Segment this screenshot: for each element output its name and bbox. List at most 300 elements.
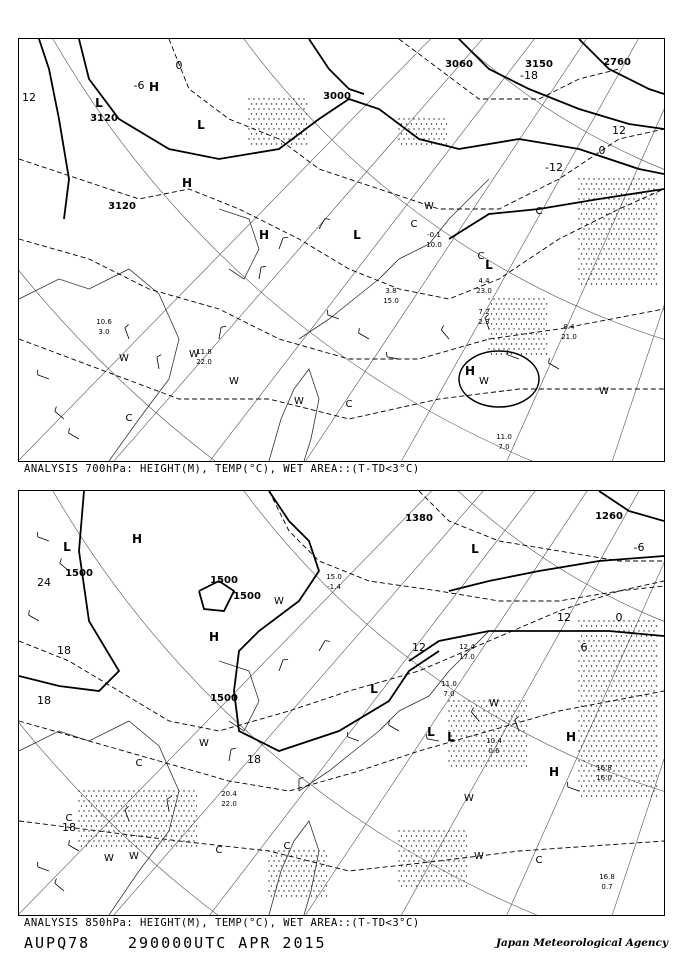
wet-area-dot — [586, 635, 587, 636]
wet-area-dot — [586, 735, 587, 736]
wet-area-dot — [308, 870, 309, 871]
wet-area-dot — [656, 775, 657, 776]
wet-area-dot — [603, 680, 604, 681]
wet-area-dot — [621, 675, 622, 676]
wet-area-dot — [656, 645, 657, 646]
wet-area-dot — [458, 710, 459, 711]
wet-area-dot — [513, 760, 514, 761]
wet-area-dot — [463, 740, 464, 741]
wet-area-dot — [643, 690, 644, 691]
wet-area-dot — [523, 730, 524, 731]
wet-area-dot — [581, 263, 582, 264]
wet-area-dot — [186, 835, 187, 836]
wind-barb-flag — [157, 355, 161, 358]
wet-area-dot — [626, 183, 627, 184]
wet-area-dot — [176, 815, 177, 816]
wet-area-dot — [423, 840, 424, 841]
wet-area-dot — [641, 223, 642, 224]
wet-area-dot — [476, 715, 477, 716]
wet-area-dot — [93, 800, 94, 801]
wet-area-dot — [628, 700, 629, 701]
wet-area-dot — [298, 890, 299, 891]
wet-area-dot — [296, 865, 297, 866]
wet-area-dot — [446, 875, 447, 876]
wet-area-dot — [608, 740, 609, 741]
wet-area-dot — [648, 770, 649, 771]
wet-area-dot — [81, 835, 82, 836]
wet-area-dot — [511, 705, 512, 706]
wet-area-dot — [508, 328, 509, 329]
wet-area-dot — [271, 895, 272, 896]
wet-area-dot — [541, 343, 542, 344]
wet-area-dot — [603, 740, 604, 741]
wet-area-dot — [616, 755, 617, 756]
wet-area-dot — [633, 630, 634, 631]
wet-area-dot — [581, 625, 582, 626]
wet-area-dot — [648, 188, 649, 189]
wet-area-dot — [326, 875, 327, 876]
wet-area-dot — [83, 790, 84, 791]
wet-area-dot — [591, 695, 592, 696]
wet-area-dot — [546, 343, 547, 344]
station-value: 7.0 — [443, 690, 455, 698]
wet-area-dot — [636, 745, 637, 746]
wet-area-dot — [591, 263, 592, 264]
wet-area-dot — [141, 825, 142, 826]
wet-area-dot — [581, 795, 582, 796]
wet-area-dot — [103, 820, 104, 821]
wind-barb-flag — [125, 324, 129, 327]
wet-area-dot — [418, 840, 419, 841]
wet-area-dot — [88, 820, 89, 821]
wet-area-dot — [628, 680, 629, 681]
wet-area-dot — [616, 775, 617, 776]
wet-area-dot — [436, 123, 437, 124]
wet-area-dot — [503, 760, 504, 761]
wet-area-dot — [521, 755, 522, 756]
wet-area-dot — [601, 725, 602, 726]
wet-area-dot — [531, 313, 532, 314]
wet-area-dot — [126, 825, 127, 826]
wet-area-dot — [623, 208, 624, 209]
wet-area-dot — [578, 178, 579, 179]
chart-850hpa — [18, 490, 665, 916]
wet-area-dot — [611, 785, 612, 786]
wet-area-dot — [498, 298, 499, 299]
wet-area-dot — [616, 273, 617, 274]
wet-area-dot — [413, 138, 414, 139]
wet-area-dot — [451, 725, 452, 726]
wet-area-dot — [618, 780, 619, 781]
wet-area-dot — [593, 218, 594, 219]
wet-area-dot — [311, 865, 312, 866]
wet-area-dot — [608, 620, 609, 621]
wet-area-dot — [631, 223, 632, 224]
wet-area-dot — [263, 108, 264, 109]
wet-area-dot — [141, 795, 142, 796]
wet-area-dot — [298, 870, 299, 871]
wet-area-dot — [468, 720, 469, 721]
wet-area-dot — [426, 835, 427, 836]
wind-barb — [125, 810, 129, 821]
wet-area-dot — [601, 625, 602, 626]
wet-area-dot — [463, 850, 464, 851]
wet-area-dot — [123, 830, 124, 831]
wet-area-dot — [596, 273, 597, 274]
wet-area-dot — [443, 840, 444, 841]
wet-area-dot — [408, 830, 409, 831]
wet-area-dot — [626, 785, 627, 786]
wet-area-dot — [626, 725, 627, 726]
wet-area-dot — [448, 860, 449, 861]
wet-area-dot — [498, 338, 499, 339]
wet-area-dot — [493, 710, 494, 711]
wet-area-dot — [481, 705, 482, 706]
wet-area-dot — [136, 795, 137, 796]
wet-area-dot — [646, 775, 647, 776]
wet-area-dot — [281, 855, 282, 856]
wet-area-dot — [511, 725, 512, 726]
height-label: 1500 — [65, 568, 93, 579]
wet-area-dot — [633, 178, 634, 179]
wet-area-dot — [601, 645, 602, 646]
wet-area-dot — [276, 875, 277, 876]
wet-area-dot — [143, 800, 144, 801]
wet-area-dot — [633, 238, 634, 239]
wet-area-dot — [458, 730, 459, 731]
wet-area-dot — [623, 258, 624, 259]
wet-area-dot — [651, 243, 652, 244]
wet-area-dot — [301, 123, 302, 124]
wet-area-dot — [501, 745, 502, 746]
wet-area-dot — [628, 730, 629, 731]
wet-area-dot — [196, 825, 197, 826]
wet-area-dot — [601, 635, 602, 636]
wet-area-dot — [513, 318, 514, 319]
wet-area-dot — [148, 840, 149, 841]
wet-area-dot — [503, 700, 504, 701]
wet-area-dot — [626, 675, 627, 676]
wet-area-dot — [166, 795, 167, 796]
chart-id: AUPQ78 — [24, 934, 91, 952]
wet-area-dot — [91, 825, 92, 826]
wet-area-dot — [636, 785, 637, 786]
wet-area-dot — [611, 725, 612, 726]
wet-area-dot — [601, 243, 602, 244]
wet-area-dot — [158, 830, 159, 831]
wet-area-dot — [511, 755, 512, 756]
wet-area-dot — [608, 268, 609, 269]
wet-area-dot — [643, 630, 644, 631]
wet-area-dot — [301, 103, 302, 104]
wet-area-dot — [171, 825, 172, 826]
wet-area-dot — [506, 755, 507, 756]
wet-area-dot — [526, 755, 527, 756]
wet-area-dot — [636, 625, 637, 626]
parallel-line — [19, 491, 664, 915]
wet-area-dot — [608, 690, 609, 691]
wet-area-dot — [401, 133, 402, 134]
wind-barb — [549, 363, 559, 369]
wet-area-dot — [613, 720, 614, 721]
wet-area-dot — [288, 138, 289, 139]
wet-area-dot — [506, 735, 507, 736]
wet-area-dot — [498, 760, 499, 761]
height-label: 1500 — [210, 575, 238, 586]
wet-area-dot — [623, 780, 624, 781]
wet-area-dot — [603, 660, 604, 661]
wet-area-dot — [653, 620, 654, 621]
wet-area-dot — [648, 630, 649, 631]
wet-area-dot — [641, 675, 642, 676]
wet-area-dot — [616, 223, 617, 224]
wet-area-dot — [501, 333, 502, 334]
wet-area-dot — [628, 238, 629, 239]
wet-area-dot — [316, 885, 317, 886]
wet-area-dot — [413, 118, 414, 119]
wet-area-dot — [611, 253, 612, 254]
wet-area-dot — [621, 665, 622, 666]
wet-area-dot — [488, 720, 489, 721]
wet-area-dot — [583, 228, 584, 229]
wet-area-dot — [598, 188, 599, 189]
wet-area-dot — [583, 660, 584, 661]
wet-area-dot — [621, 795, 622, 796]
wet-area-dot — [403, 850, 404, 851]
wet-area-dot — [398, 128, 399, 129]
wet-area-dot — [586, 675, 587, 676]
wet-area-dot — [273, 850, 274, 851]
wet-area-dot — [601, 795, 602, 796]
wet-area-dot — [596, 665, 597, 666]
wet-area-dot — [638, 710, 639, 711]
wet-area-dot — [506, 353, 507, 354]
wet-area-dot — [591, 273, 592, 274]
wet-area-dot — [466, 735, 467, 736]
wet-area-dot — [178, 790, 179, 791]
wet-area-dot — [93, 840, 94, 841]
wet-area-dot — [648, 710, 649, 711]
wet-area-dot — [611, 273, 612, 274]
wet-area-dot — [596, 193, 597, 194]
wet-area-dot — [193, 820, 194, 821]
wet-area-dot — [316, 895, 317, 896]
wet-area-dot — [421, 875, 422, 876]
wet-area-dot — [653, 730, 654, 731]
wet-area-dot — [626, 755, 627, 756]
wet-area-dot — [426, 123, 427, 124]
wet-area-dot — [118, 800, 119, 801]
wet-area-dot — [436, 875, 437, 876]
wet-area-dot — [638, 630, 639, 631]
wet-area-dot — [423, 850, 424, 851]
wet-area-dot — [581, 675, 582, 676]
wet-area-dot — [471, 735, 472, 736]
wet-area-dot — [653, 750, 654, 751]
wet-area-dot — [546, 323, 547, 324]
wet-area-dot — [398, 840, 399, 841]
wet-area-dot — [598, 670, 599, 671]
wet-area-dot — [633, 650, 634, 651]
wet-area-dot — [633, 198, 634, 199]
wet-area-dot — [601, 203, 602, 204]
wet-area-dot — [91, 795, 92, 796]
wet-area-dot — [518, 740, 519, 741]
wet-area-dot — [486, 715, 487, 716]
wet-area-dot — [411, 865, 412, 866]
wet-area-dot — [296, 103, 297, 104]
wet-area-dot — [588, 730, 589, 731]
wet-area-dot — [156, 835, 157, 836]
wet-area-dot — [593, 208, 594, 209]
wet-area-dot — [633, 670, 634, 671]
wet-area-dot — [601, 695, 602, 696]
wet-area-dot — [123, 800, 124, 801]
wind-barb — [279, 238, 283, 249]
wet-area-dot — [491, 303, 492, 304]
wet-area-dot — [273, 108, 274, 109]
wet-area-dot — [418, 850, 419, 851]
wet-area-dot — [648, 208, 649, 209]
wet-area-dot — [608, 228, 609, 229]
wet-area-dot — [611, 745, 612, 746]
wet-area-dot — [586, 193, 587, 194]
wet-area-dot — [601, 273, 602, 274]
wet-area-dot — [156, 825, 157, 826]
wet-area-dot — [641, 755, 642, 756]
wet-area-dot — [598, 268, 599, 269]
wet-area-dot — [131, 845, 132, 846]
wet-area-dot — [638, 790, 639, 791]
wet-area-dot — [636, 705, 637, 706]
wet-area-dot — [268, 98, 269, 99]
wet-area-dot — [538, 318, 539, 319]
wet-area-dot — [621, 183, 622, 184]
wet-area-dot — [593, 790, 594, 791]
wet-area-dot — [618, 770, 619, 771]
wet-area-dot — [613, 780, 614, 781]
wet-area-dot — [96, 815, 97, 816]
isotherm-line — [19, 239, 664, 359]
wet-area-dot — [508, 720, 509, 721]
wet-area-dot — [443, 880, 444, 881]
wet-area-dot — [621, 715, 622, 716]
wet-area-dot — [636, 645, 637, 646]
wet-area-dot — [656, 243, 657, 244]
wet-area-dot — [591, 253, 592, 254]
wet-area-dot — [653, 248, 654, 249]
wet-area-dot — [626, 273, 627, 274]
wet-area-dot — [653, 790, 654, 791]
wet-area-dot — [601, 785, 602, 786]
low-pressure-center: L — [485, 258, 493, 272]
wet-area-dot — [591, 183, 592, 184]
wet-area-dot — [248, 98, 249, 99]
wet-area-dot — [461, 855, 462, 856]
wet-area-dot — [511, 323, 512, 324]
wet-area-dot — [161, 845, 162, 846]
wet-area-dot — [653, 690, 654, 691]
wet-area-dot — [286, 103, 287, 104]
wet-area-dot — [438, 850, 439, 851]
wet-area-dot — [453, 760, 454, 761]
wet-area-dot — [461, 715, 462, 716]
wet-area-dot — [583, 620, 584, 621]
wet-area-dot — [643, 790, 644, 791]
wet-area-dot — [491, 333, 492, 334]
wet-area-dot — [271, 865, 272, 866]
wet-area-dot — [276, 133, 277, 134]
wet-area-dot — [536, 313, 537, 314]
wet-area-dot — [646, 283, 647, 284]
isotherm-label: -18 — [520, 69, 538, 82]
wet-area-dot — [126, 835, 127, 836]
coastline — [19, 721, 179, 915]
wet-area-dot — [606, 635, 607, 636]
wet-area-dot — [618, 248, 619, 249]
wet-area-dot — [438, 880, 439, 881]
wet-area-dot — [603, 670, 604, 671]
wet-area-dot — [613, 238, 614, 239]
wet-area-dot — [621, 263, 622, 264]
wet-area-dot — [611, 665, 612, 666]
wet-area-dot — [526, 765, 527, 766]
wet-area-dot — [656, 685, 657, 686]
wet-area-dot — [273, 860, 274, 861]
height-label: 3000 — [323, 91, 351, 102]
wet-area-dot — [448, 700, 449, 701]
wet-area-dot — [648, 730, 649, 731]
wet-area-dot — [578, 640, 579, 641]
wet-area-dot — [636, 243, 637, 244]
wet-area-dot — [491, 323, 492, 324]
wet-area-dot — [406, 123, 407, 124]
height-label: 3120 — [108, 201, 136, 212]
wet-area-dot — [131, 805, 132, 806]
wet-area-dot — [646, 183, 647, 184]
wet-area-dot — [418, 860, 419, 861]
wet-area-dot — [123, 840, 124, 841]
wet-area-dot — [616, 725, 617, 726]
wet-area-dot — [453, 880, 454, 881]
wet-area-dot — [163, 830, 164, 831]
wet-area-dot — [401, 875, 402, 876]
wet-area-dot — [98, 810, 99, 811]
wet-area-dot — [453, 860, 454, 861]
wet-area-dot — [458, 880, 459, 881]
wet-area-dot — [183, 800, 184, 801]
wet-area-dot — [638, 238, 639, 239]
wet-area-dot — [463, 760, 464, 761]
wet-area-dot — [601, 655, 602, 656]
wet-area-dot — [433, 830, 434, 831]
wet-area-dot — [581, 213, 582, 214]
wet-area-dot — [616, 675, 617, 676]
wet-area-dot — [256, 123, 257, 124]
high-pressure-center: H — [148, 80, 160, 94]
wet-area-dot — [638, 670, 639, 671]
wet-area-dot — [306, 133, 307, 134]
wet-area-dot — [106, 845, 107, 846]
wet-area-dot — [596, 263, 597, 264]
wet-area-dot — [593, 760, 594, 761]
wet-area-dot — [321, 855, 322, 856]
wind-barb — [29, 615, 39, 621]
wet-area-dot — [466, 705, 467, 706]
wet-area-dot — [603, 278, 604, 279]
wet-area-dot — [623, 670, 624, 671]
wet-area-dot — [261, 133, 262, 134]
